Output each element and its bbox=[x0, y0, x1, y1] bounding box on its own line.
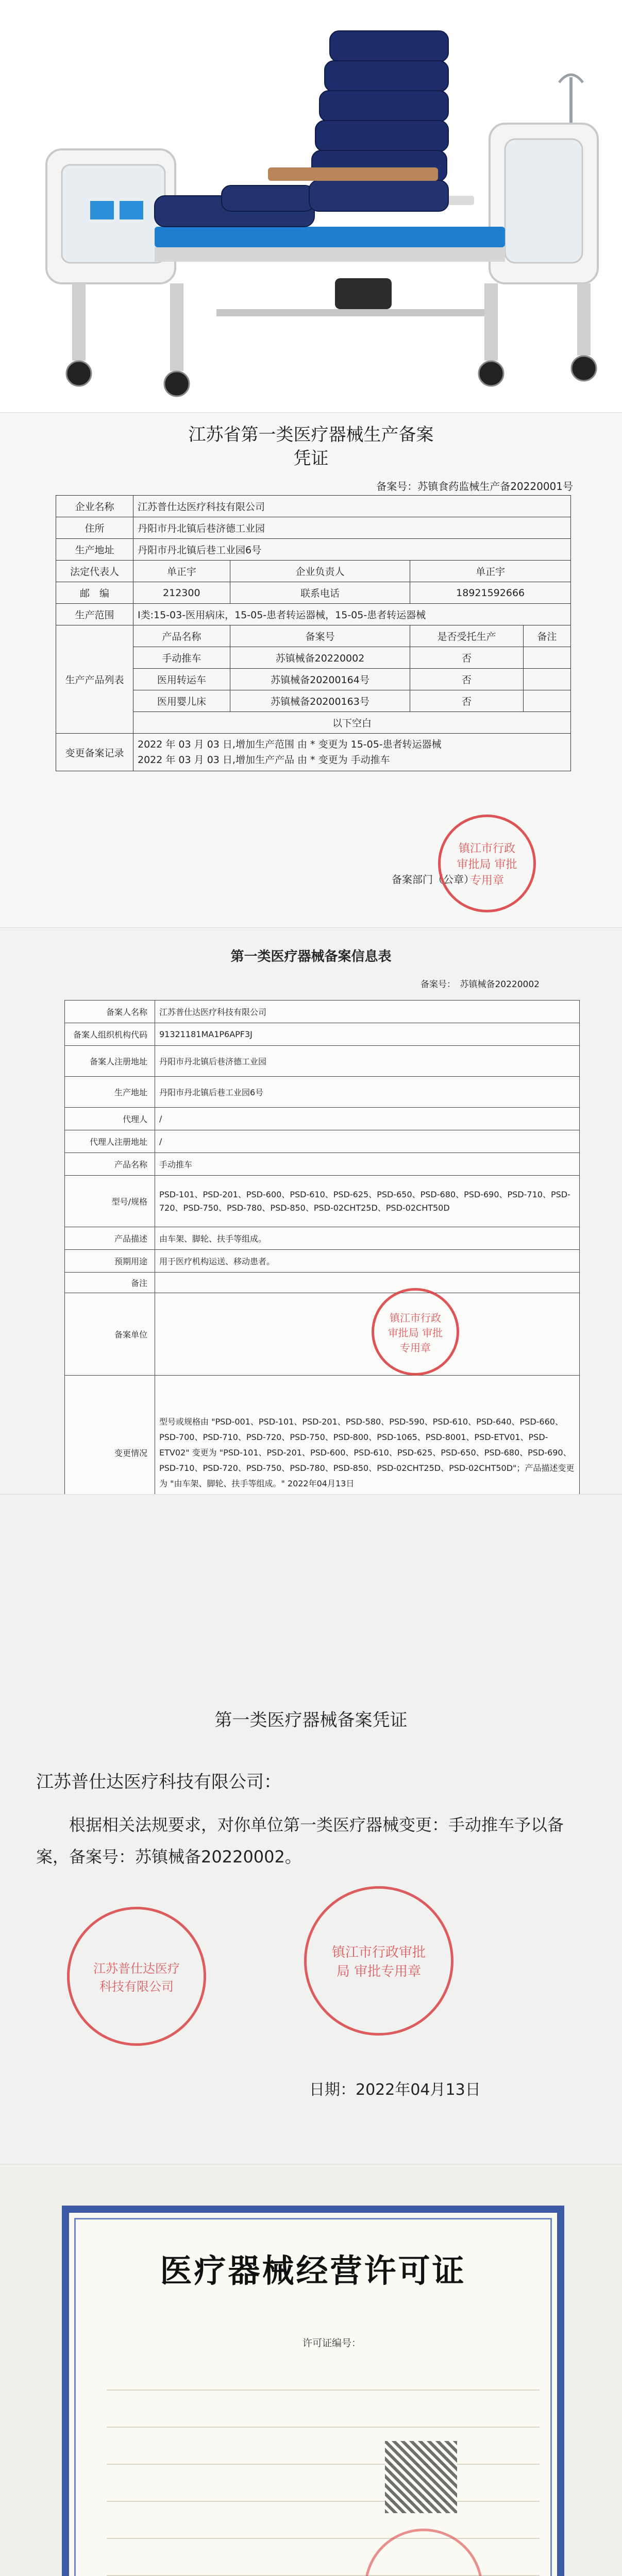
row-label: 型号/规格 bbox=[65, 1176, 155, 1227]
production-record-certificate bbox=[0, 412, 622, 927]
cert1-title-line2: 凭证 bbox=[293, 448, 329, 469]
row-label: 备案人名称 bbox=[65, 1001, 155, 1023]
change-record-label: 变更备案记录 bbox=[56, 734, 133, 771]
row-value: 91321181MA1P6APF3J bbox=[155, 1023, 580, 1046]
product-row bbox=[56, 669, 571, 690]
row-value: 江苏普仕达医疗科技有限公司 bbox=[155, 1001, 580, 1023]
postcode: 212300 bbox=[133, 582, 230, 604]
issuer-note: 备案部门（公章） bbox=[392, 873, 474, 886]
row-label: 备案单位 bbox=[65, 1293, 155, 1376]
official-stamp bbox=[304, 1886, 453, 2036]
operating-license bbox=[0, 2164, 622, 2576]
phone-label: 联系电话 bbox=[230, 582, 410, 604]
row-label: 备案人注册地址 bbox=[65, 1046, 155, 1077]
row-value: / bbox=[155, 1108, 580, 1130]
residence: 丹阳市丹北镇后巷济德工业园 bbox=[133, 517, 571, 539]
col-entrusted-header: 是否受托生产 bbox=[410, 625, 523, 647]
license-title: 医疗器械经营许可证 bbox=[160, 2252, 466, 2290]
row-label: 预期用途 bbox=[65, 1250, 155, 1273]
license-fields-faint bbox=[107, 2369, 540, 2576]
row-value: PSD-101、PSD-201、PSD-600、PSD-610、PSD-625、PSD-650、PSD-680、PSD-690、PSD-710、PSD-720、PSD-750、PSD-780、PSD-850、PSD-02CHT25D、PSD-02CHT50D bbox=[155, 1176, 580, 1227]
col-record-header: 备案号 bbox=[230, 625, 410, 647]
row-label: 代理人注册地址 bbox=[65, 1130, 155, 1153]
cert3-title: 第一类医疗器械备案凭证 bbox=[214, 1710, 408, 1731]
legal-rep-label: 法定代表人 bbox=[56, 561, 133, 582]
record-info-table-document bbox=[0, 927, 622, 1494]
cert3-body: 根据相关法规要求，对你单位第一类医疗器械变更：手动推车予以备案，备案号：苏镇械备20220002。 bbox=[36, 1815, 564, 1867]
phone: 18921592666 bbox=[410, 582, 571, 604]
enterprise-name-label: 企业名称 bbox=[56, 496, 133, 517]
product-name: 手动推车 bbox=[133, 647, 230, 669]
cert1-title-line1: 江苏省第一类医疗器械生产备案 bbox=[188, 425, 434, 445]
license-frame bbox=[62, 2206, 564, 2576]
row-label: 备注 bbox=[65, 1273, 155, 1293]
product-row bbox=[56, 647, 571, 669]
residence-label: 住所 bbox=[56, 517, 133, 539]
enterprise-name: 江苏普仕达医疗科技有限公司 bbox=[133, 496, 571, 517]
license-number-label: 许可证编号： bbox=[302, 2337, 362, 2349]
product-record: 苏镇械备20220002 bbox=[230, 647, 410, 669]
product-name: 医用婴儿床 bbox=[133, 690, 230, 712]
change-record-line: 2022 年 03 月 03 日,增加生产产品 由 * 变更为 手动推车 bbox=[138, 754, 390, 766]
official-stamp bbox=[438, 815, 536, 912]
record-certificate-letter bbox=[0, 1494, 622, 2164]
stamp-text: 江苏普仕达医疗科技有限公司 bbox=[93, 1961, 180, 1994]
product-photo bbox=[0, 0, 622, 412]
col-product-header: 产品名称 bbox=[133, 625, 230, 647]
row-label: 产品描述 bbox=[65, 1227, 155, 1250]
col-remark-header: 备注 bbox=[523, 625, 570, 647]
legal-rep: 单正宇 bbox=[133, 561, 230, 582]
cert2-title: 第一类医疗器械备案信息表 bbox=[230, 949, 392, 964]
qr-code-icon bbox=[385, 2441, 457, 2513]
responsible: 单正宇 bbox=[410, 561, 571, 582]
row-label: 变更情况 bbox=[65, 1376, 155, 1495]
cert2-table bbox=[64, 1000, 580, 1494]
stamp-text: 镇江市行政审批局 审批专用章 bbox=[388, 1311, 443, 1354]
scope: Ⅰ类:15-03-医用病床，15-05-患者转运器械，15-05-患者转运器械 bbox=[133, 604, 571, 625]
row-value: 手动推车 bbox=[155, 1153, 580, 1176]
responsible-label: 企业负责人 bbox=[230, 561, 410, 582]
production-address: 丹阳市丹北镇后巷工业园6号 bbox=[133, 539, 571, 561]
license-inner-border bbox=[74, 2218, 552, 2576]
production-address-label: 生产地址 bbox=[56, 539, 133, 561]
product-remark bbox=[523, 669, 570, 690]
blank-below-note: 以下空白 bbox=[133, 712, 571, 734]
change-record-line: 2022 年 03 月 03 日,增加生产范围 由 * 变更为 15-05-患者转运器械 bbox=[138, 739, 442, 750]
product-record: 苏镇械备20200164号 bbox=[230, 669, 410, 690]
row-label: 备案人组织机构代码 bbox=[65, 1023, 155, 1046]
product-record: 苏镇械备20200163号 bbox=[230, 690, 410, 712]
cert2-record-number: 备案号： 苏镇械备20220002 bbox=[420, 979, 540, 990]
product-remark bbox=[523, 647, 570, 669]
row-label: 生产地址 bbox=[65, 1077, 155, 1108]
product-row bbox=[56, 690, 571, 712]
products-label: 生产产品列表 bbox=[56, 625, 133, 734]
row-label: 产品名称 bbox=[65, 1153, 155, 1176]
product-remark bbox=[523, 690, 570, 712]
row-value bbox=[155, 1273, 580, 1293]
cert1-table bbox=[56, 495, 571, 771]
row-label: 代理人 bbox=[65, 1108, 155, 1130]
row-value: 丹阳市丹北镇后巷济德工业园 bbox=[155, 1046, 580, 1077]
row-value: 型号或规格由 "PSD-001、PSD-101、PSD-201、PSD-580、PSD-590、PSD-610、PSD-640、PSD-660、PSD-700、PSD-710、PSD-720、PSD-750、PSD-800、PSD-1065、PSD-8001、PSD-ETV01、PSD-ETV02" 变更为 "PSD-101、PSD-201、PSD-600、PSD-610、PSD-625、PSD-650、PSD-680、PSD-690、PSD-710、PSD-720、PSD-750、PSD-780、PSD-850、PSD-02CHT25D、PSD-02CHT50D"；产品描述变更为 "由车架、脚轮、扶手等组成。" 2022年04月13日 bbox=[155, 1376, 580, 1495]
cert1-record-number: 备案号：苏镇食药监械生产备20220001号 bbox=[376, 480, 573, 493]
row-value bbox=[155, 1293, 580, 1376]
postcode-label: 邮 编 bbox=[56, 582, 133, 604]
product-entrusted: 否 bbox=[410, 690, 523, 712]
cert3-date: 日期：2022年04月13日 bbox=[309, 2081, 481, 2099]
cert3-company: 江苏普仕达医疗科技有限公司： bbox=[36, 1772, 281, 1792]
row-value: 由车架、脚轮、扶手等组成。 bbox=[155, 1227, 580, 1250]
product-entrusted: 否 bbox=[410, 647, 523, 669]
medical-bed-illustration bbox=[0, 0, 622, 412]
official-stamp bbox=[372, 1288, 459, 1376]
scope-label: 生产范围 bbox=[56, 604, 133, 625]
stamp-text: 镇江市行政审批局 审批专用章 bbox=[331, 1945, 426, 1979]
row-value: 用于医疗机构运送、移动患者。 bbox=[155, 1250, 580, 1273]
row-value: / bbox=[155, 1130, 580, 1153]
stamp-text: 镇江市行政审批局 审批专用章 bbox=[457, 842, 517, 887]
company-stamp bbox=[67, 1907, 206, 2046]
product-name: 医用转运车 bbox=[133, 669, 230, 690]
product-entrusted: 否 bbox=[410, 669, 523, 690]
row-value: 丹阳市丹北镇后巷工业园6号 bbox=[155, 1077, 580, 1108]
